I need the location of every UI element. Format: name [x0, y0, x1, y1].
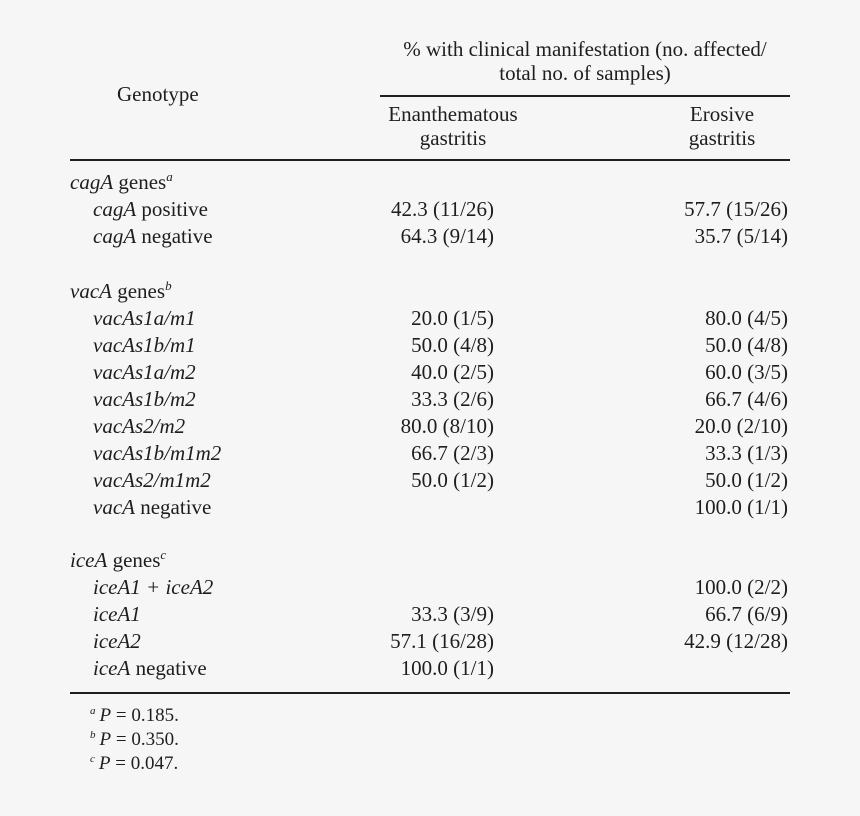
- footnote-mark: a: [166, 169, 173, 184]
- genotype-label: [93, 497, 211, 518]
- table-row: [0, 443, 860, 470]
- table-row: [0, 308, 860, 335]
- genotype-italic: vacAs2/m2: [93, 414, 186, 438]
- section-row: [0, 278, 860, 308]
- footnote-variable: P: [99, 729, 112, 750]
- footnote-text: = 0.185.: [111, 705, 179, 726]
- table-row: [0, 577, 860, 604]
- section-label: [70, 547, 167, 572]
- genotype-italic: iceA: [93, 656, 131, 680]
- footnote-mark: b: [90, 729, 96, 741]
- span-header-line2: total no. of samples): [499, 61, 671, 85]
- genotype-label: [93, 470, 211, 491]
- table-row: [0, 226, 860, 253]
- erosive-value: 66.7 (6/9): [705, 602, 788, 626]
- erosive-value: 20.0 (2/10): [694, 414, 788, 438]
- genotype-italic: vacA: [93, 495, 135, 519]
- erosive-value: 50.0 (1/2): [705, 468, 788, 492]
- section-row: [0, 169, 860, 199]
- table-row: [0, 604, 860, 631]
- genotype-label: [93, 199, 208, 220]
- erosive-value: 33.3 (1/3): [705, 441, 788, 465]
- erosive-value: 100.0 (2/2): [694, 575, 788, 599]
- footnote-text: = 0.350.: [111, 729, 179, 750]
- enanthematous-value: 40.0 (2/5): [411, 360, 494, 384]
- span-header-rule: [380, 95, 790, 97]
- footnote-text: = 0.047.: [110, 753, 179, 774]
- genotype-italic: cagA: [93, 197, 137, 221]
- enanthematous-value: 33.3 (3/9): [411, 602, 494, 626]
- genotype-italic: iceA2: [93, 629, 141, 653]
- enanthematous-value: 64.3 (9/14): [400, 224, 494, 248]
- table-row: [0, 199, 860, 226]
- section-word: genes: [113, 170, 167, 194]
- table-row: [0, 335, 860, 362]
- enanthematous-value: 42.3 (11/26): [390, 197, 494, 221]
- genotype-header: Genotype: [117, 82, 199, 106]
- footnote: [90, 706, 179, 725]
- genotype-italic: cagA: [93, 224, 137, 248]
- enanthematous-value: 50.0 (4/8): [411, 333, 494, 357]
- footnote-mark: c: [90, 753, 95, 765]
- span-header-line1: % with clinical manifestation (no. affected/: [403, 37, 767, 61]
- genotype-italic: vacAs1a/m1: [93, 306, 196, 330]
- enanthematous-value: 66.7 (2/3): [411, 441, 494, 465]
- table-row: [0, 416, 860, 443]
- header-rule: [70, 159, 790, 161]
- section-label: [70, 278, 172, 303]
- genotype-italic: vacAs2/m1m2: [93, 468, 211, 492]
- table-row: [0, 631, 860, 658]
- genotype-label: [93, 226, 213, 247]
- footnote: [90, 754, 178, 773]
- genotype-italic: iceA1: [93, 602, 141, 626]
- col2-header-line2: gastritis: [688, 126, 756, 150]
- footnote-mark: b: [165, 278, 172, 293]
- erosive-value: 35.7 (5/14): [694, 224, 788, 248]
- genotype-label: [93, 416, 185, 437]
- section-row: [0, 547, 860, 577]
- erosive-value: 66.7 (4/6): [705, 387, 788, 411]
- genotype-label: [93, 335, 196, 356]
- genotype-italic: vacAs1a/m2: [93, 360, 196, 384]
- col1-header-line2: gastritis: [419, 126, 487, 150]
- genotype-suffix: positive: [136, 197, 208, 221]
- col1-header-line1: Enanthematous: [388, 102, 518, 126]
- enanthematous-value: 20.0 (1/5): [411, 306, 494, 330]
- erosive-value: 57.7 (15/26): [684, 197, 788, 221]
- genotype-label: [93, 658, 207, 679]
- genotype-suffix: negative: [130, 656, 207, 680]
- footnote: [90, 730, 179, 749]
- section-word: genes: [111, 279, 166, 303]
- genotype-italic: iceA1 + iceA2: [93, 575, 214, 599]
- genotype-suffix: negative: [136, 224, 213, 248]
- erosive-value: 80.0 (4/5): [705, 306, 788, 330]
- gene-name: iceA: [70, 548, 108, 572]
- table-row: [0, 497, 860, 524]
- enanthematous-value: 50.0 (1/2): [411, 468, 494, 492]
- genotype-label: [93, 362, 196, 383]
- enanthematous-value: 57.1 (16/28): [390, 629, 494, 653]
- enanthematous-value: 80.0 (8/10): [400, 414, 494, 438]
- erosive-value: 60.0 (3/5): [705, 360, 788, 384]
- genotype-label: [93, 389, 196, 410]
- enanthematous-value: 100.0 (1/1): [400, 656, 494, 680]
- footnote-mark: a: [90, 705, 96, 717]
- erosive-value: 42.9 (12/28): [684, 629, 788, 653]
- table-row: [0, 470, 860, 497]
- erosive-value: 50.0 (4/8): [705, 333, 788, 357]
- genotype-italic: vacAs1b/m1: [93, 333, 196, 357]
- table-row: [0, 658, 860, 685]
- genotype-label: [93, 577, 213, 598]
- gene-name: vacA: [70, 279, 112, 303]
- gene-name: cagA: [70, 170, 114, 194]
- genotype-suffix: negative: [134, 495, 212, 519]
- enanthematous-value: 33.3 (2/6): [411, 387, 494, 411]
- genotype-label: [93, 631, 141, 652]
- genotype-italic: vacAs1b/m1m2: [93, 441, 222, 465]
- genotype-label: [93, 604, 141, 625]
- genotype-label: [93, 308, 196, 329]
- section-word: genes: [107, 548, 161, 572]
- table-row: [0, 389, 860, 416]
- table-row: [0, 362, 860, 389]
- footnote-variable: P: [99, 705, 112, 726]
- footnote-mark: c: [160, 547, 167, 562]
- col2-header-line1: Erosive: [689, 102, 755, 126]
- footnote-variable: P: [98, 753, 111, 774]
- genotype-italic: vacAs1b/m2: [93, 387, 196, 411]
- genotype-label: [93, 443, 221, 464]
- bottom-rule: [70, 692, 790, 694]
- erosive-value: 100.0 (1/1): [694, 495, 788, 519]
- section-label: [70, 169, 173, 194]
